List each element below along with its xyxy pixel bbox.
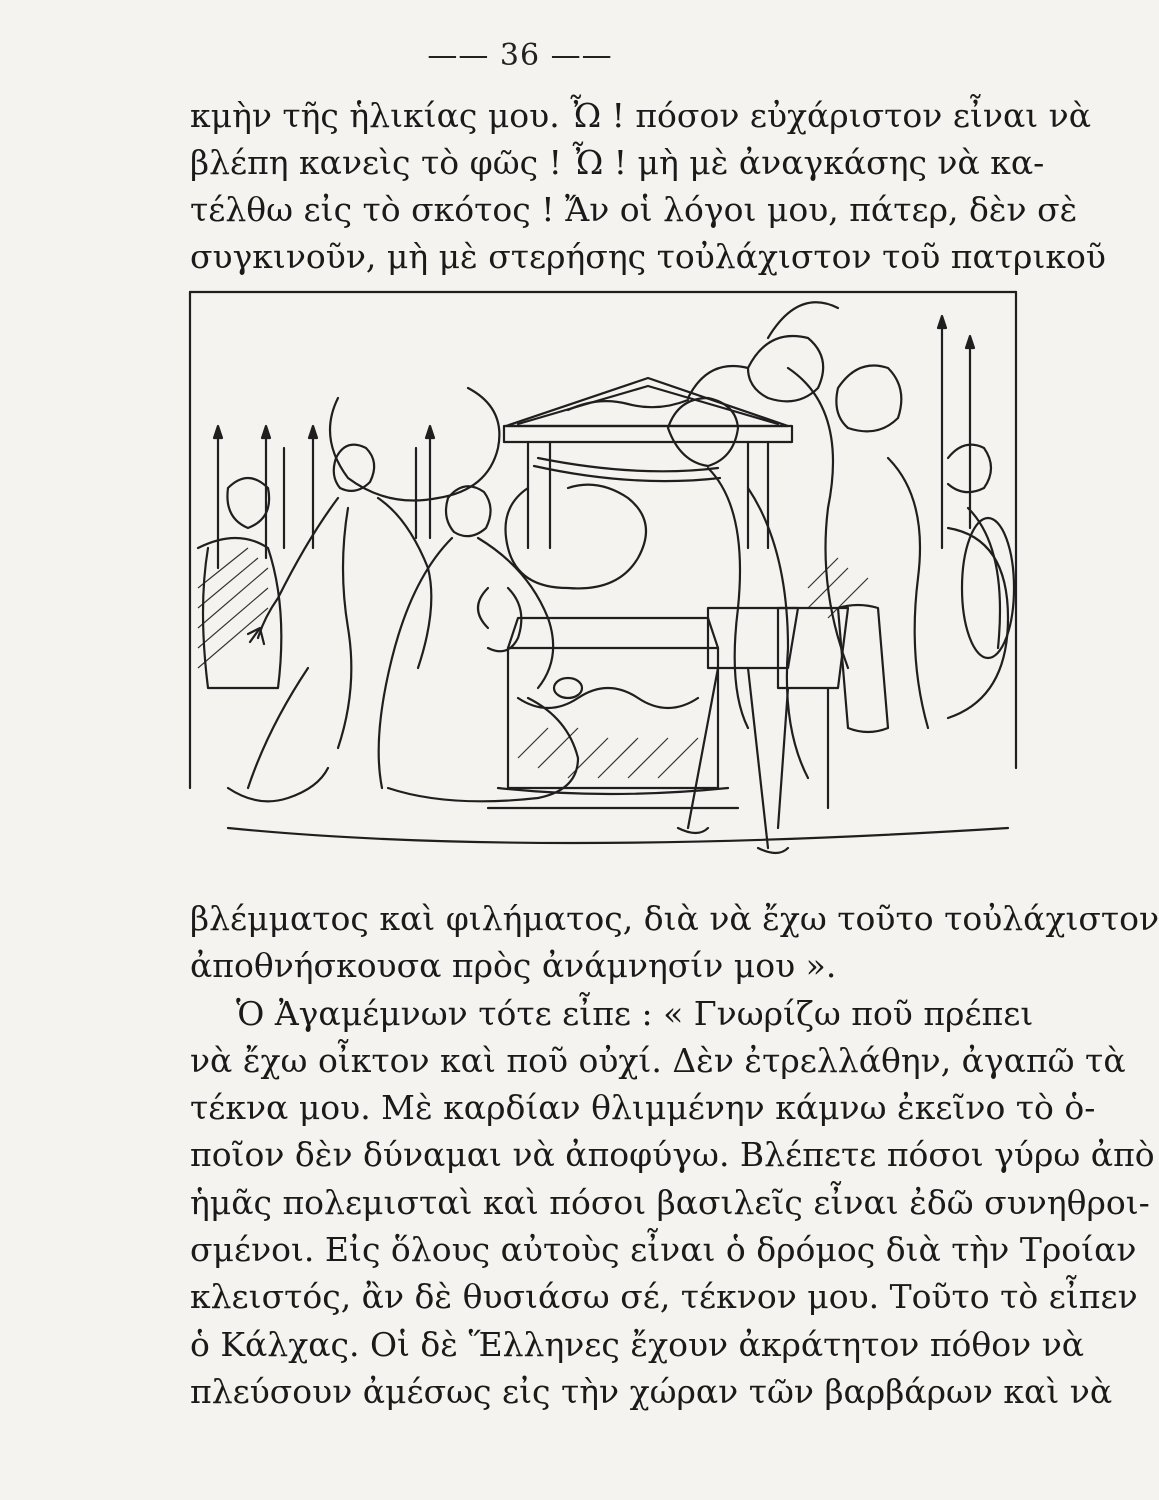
text-line: βλέπη κανεὶς τὸ φῶς ! Ὦ ! μὴ μὲ ἀναγκάσης νὰ κα-	[190, 143, 1045, 182]
text-line: ποῖον δὲν δύναμαι νὰ ἀποφύγω. Βλέπετε πόσοι γύρω ἀπὸ	[190, 1135, 1155, 1175]
illustration-iphigenia-scene	[188, 288, 1018, 866]
text-line: βλέμματος καὶ φιλήματος, διὰ νὰ ἔχω τοῦτο τοὐλάχιστον	[190, 899, 1159, 938]
top-paragraph	[190, 92, 1106, 280]
bottom-paragraph	[190, 895, 1159, 1415]
text-line: πλεύσουν ἀμέσως εἰς τὴν χώραν τῶν βαρβάρων καὶ νὰ	[190, 1371, 1113, 1411]
text-line: ἡμᾶς πολεμισταὶ καὶ πόσοι βασιλεῖς εἶναι ἐδῶ συνηθροι-	[190, 1182, 1150, 1222]
ink-drawing-illustration-icon	[188, 288, 1018, 866]
text-line: νὰ ἔχω οἶκτον καὶ ποῦ οὐχί. Δὲν ἐτρελλάθην, ἀγαπῶ τὰ	[190, 1040, 1126, 1080]
text-line: ὁ Κάλχας. Οἱ δὲ Ἕλληνες ἔχουν ἀκράτητον πόθον νὰ	[190, 1324, 1085, 1364]
text-line: κμὴν τῆς ἡλικίας μου. Ὦ ! πόσον εὐχάριστον εἶναι νὰ	[190, 96, 1092, 135]
text-line: σμένοι. Εἰς ὅλους αὐτοὺς εἶναι ὁ δρόμος διὰ τὴν Τροίαν	[190, 1230, 1137, 1270]
text-line: τέλθω εἰς τὸ σκότος ! Ἄν οἱ λόγοι μου, πάτερ, δὲν σὲ	[190, 190, 1078, 229]
text-line: Ὁ Ἀγαμέμνων τότε εἶπε : « Γνωρίζω ποῦ πρέπει	[236, 993, 1034, 1033]
text-line: τέκνα μου. Μὲ καρδίαν θλιμμένην κάμνω ἐκεῖνο τὸ ὁ-	[190, 1088, 1096, 1128]
text-line: ἀποθνήσκουσα πρὸς ἀνάμνησίν μου ».	[190, 946, 837, 986]
page-number: —— 36 ——	[427, 38, 613, 73]
text-line: κλειστός, ἂν δὲ θυσιάσω σέ, τέκνον μου. Τοῦτο τὸ εἶπεν	[190, 1277, 1138, 1317]
text-line: συγκινοῦν, μὴ μὲ στερήσης τοὐλάχιστον τοῦ πατρικοῦ	[190, 237, 1106, 276]
